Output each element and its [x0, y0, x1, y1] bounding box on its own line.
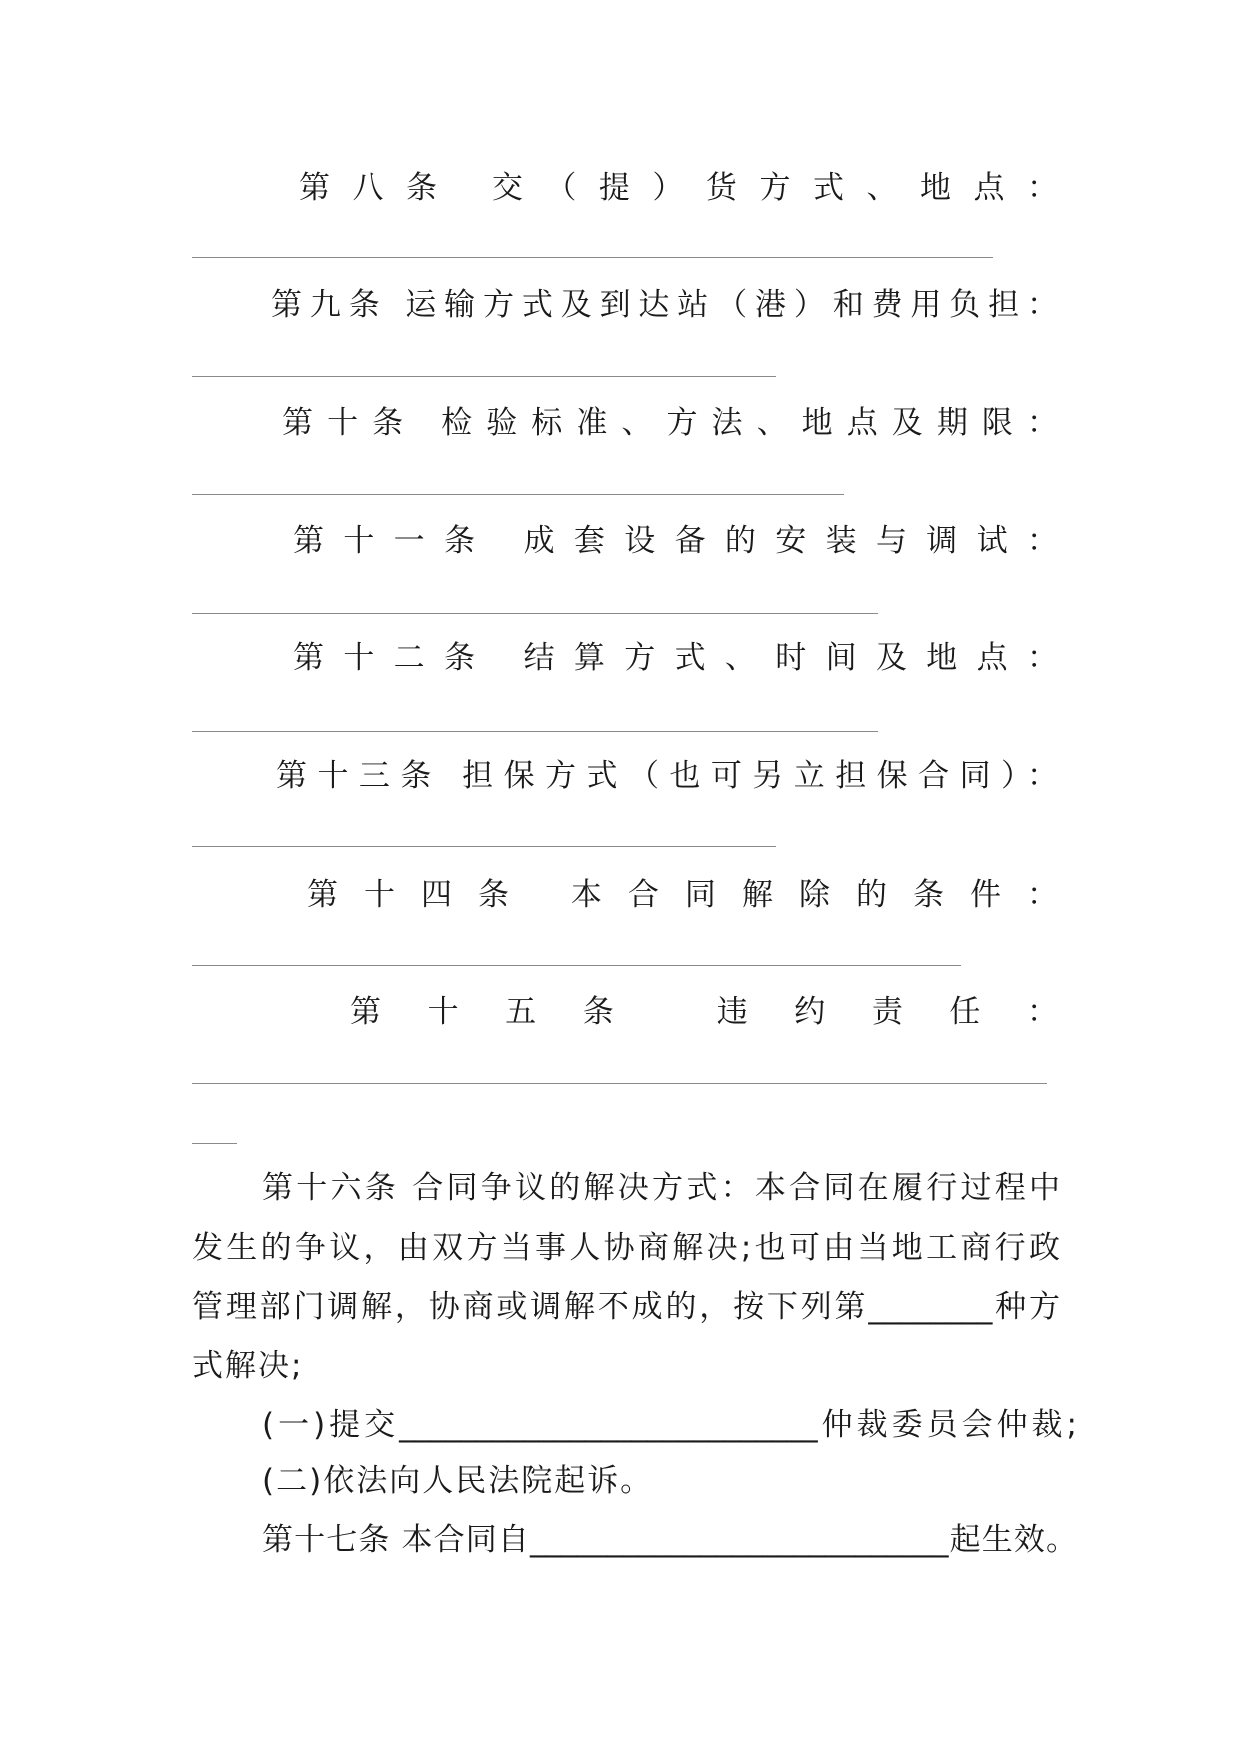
- clause-11-title: 第十一条 成套设备的安装与调试：: [293, 523, 1058, 559]
- clause-9-title: 第九条 运输方式及到达站（港）和费用负担：: [271, 287, 1058, 323]
- clause-12-blank-line: [192, 731, 878, 732]
- clause-10-blank-line: [192, 494, 844, 495]
- clause-9-blank-line: [192, 376, 776, 377]
- option-litigation: (二)依法向人民法院起诉。: [262, 1463, 654, 1499]
- clause-8-blank-line: [192, 257, 993, 258]
- clause-16-line-4: 式解决;: [192, 1348, 304, 1384]
- clause-13-title: 第十三条 担保方式（也可另立担保合同）：: [276, 758, 1058, 794]
- clause-13-blank-line: [192, 846, 776, 847]
- clause-15-blank-line: [192, 1083, 1047, 1084]
- clause-10-title: 第十条 检验标准、方法、地点及期限：: [282, 405, 1058, 441]
- clause-14-blank-line: [192, 965, 961, 966]
- clause-15-title: 第十五条 违约责任：: [350, 994, 1058, 1030]
- clause-8-title: 第八条 交（提）货方式、地点：: [299, 170, 1058, 206]
- clause-14-title: 第十四条 本合同解除的条件：: [307, 877, 1058, 913]
- clause-16-line-3: 管理部门调解，协商或调解不成的，按下列第________种方: [192, 1289, 1060, 1325]
- clause-12-title: 第十二条 结算方式、时间及地点：: [293, 640, 1058, 676]
- clause-16-line-1: 第十六条 合同争议的解决方式：本合同在履行过程中: [262, 1170, 1060, 1206]
- clause-15-blank-line-continued: [192, 1143, 237, 1144]
- clause-17: 第十七条 本合同自___________________________起生效。: [262, 1522, 1077, 1558]
- clause-11-blank-line: [192, 613, 878, 614]
- option-arbitration: (一)提交___________________________仲裁委员会仲裁;: [262, 1407, 1077, 1443]
- clause-16-line-2: 发生的争议，由双方当事人协商解决;也可由当地工商行政: [192, 1230, 1060, 1266]
